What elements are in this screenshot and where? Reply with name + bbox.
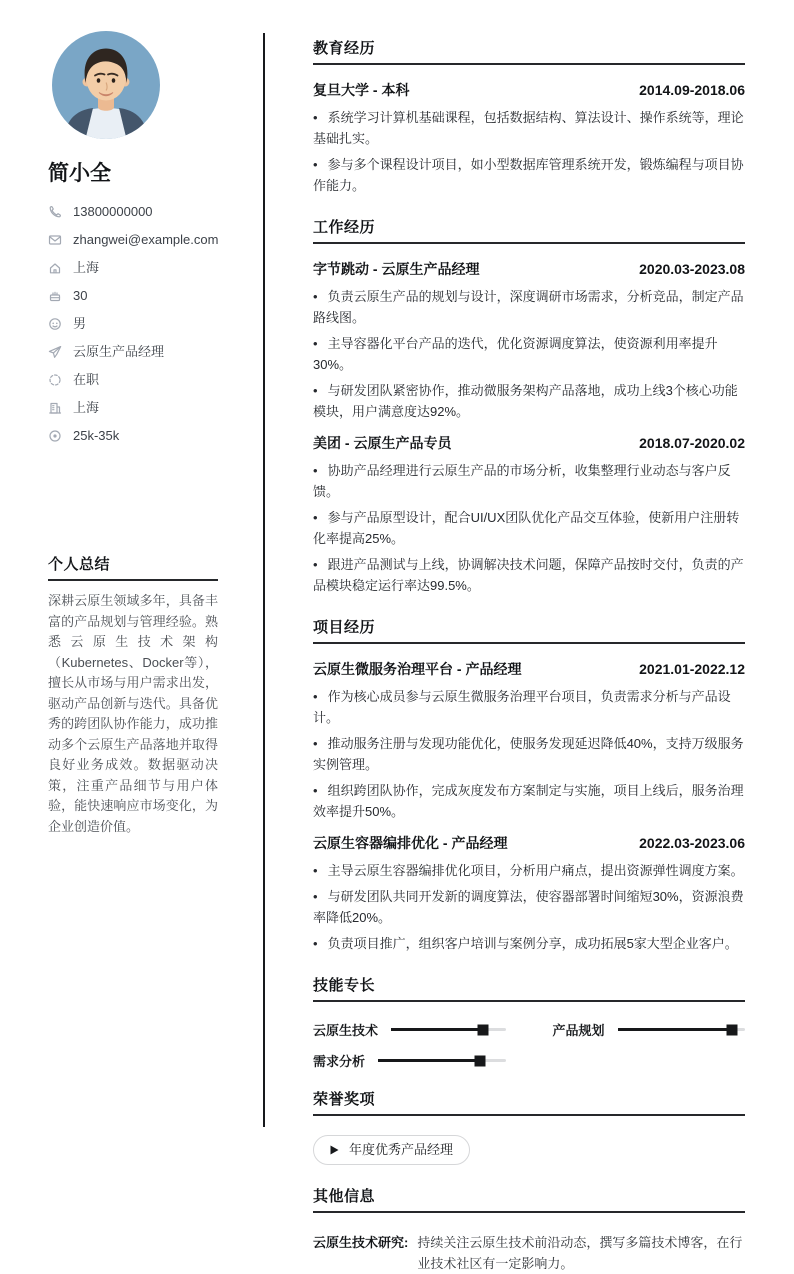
section-title: 工作经历 (313, 219, 745, 244)
vertical-divider (263, 33, 265, 1127)
entry-period: 2021.01-2022.12 (639, 661, 745, 677)
age-icon (48, 289, 62, 303)
skill-label: 需求分析 (313, 1054, 366, 1069)
gender-icon (48, 317, 62, 331)
skill-handle (477, 1024, 488, 1035)
section-work (313, 219, 745, 596)
contact-item-age (48, 287, 218, 304)
section-other (313, 1188, 745, 1274)
bullet-item: • 参与多个课程设计项目，如小型数据库管理系统开发，锻炼编程与项目协作能力。 (313, 154, 745, 196)
bullet-item: • 负责项目推广，组织客户培训与案例分享，成功拓展5家大型企业客户。 (313, 933, 745, 954)
skill-fill (391, 1028, 483, 1031)
main-column (313, 40, 745, 1274)
contact-value: 上海 (73, 400, 100, 415)
entry-period: 2014.09-2018.06 (639, 82, 745, 98)
contact-item-phone (48, 203, 218, 220)
contact-list (48, 203, 218, 444)
sidebar (48, 31, 218, 837)
summary-section (48, 556, 218, 837)
section-title: 技能专长 (313, 977, 745, 1002)
play-icon (330, 1145, 339, 1155)
project-entry (313, 661, 745, 822)
bullet-item: • 与研发团队共同开发新的调度算法，使容器部署时间缩短30%，资源浪费率降低20%。 (313, 886, 745, 928)
skill-slider (391, 1028, 505, 1031)
education-entry (313, 82, 745, 196)
salary-icon (48, 429, 62, 443)
award-label: 年度优秀产品经理 (349, 1142, 454, 1157)
summary-text: 深耕云原生领域多年，具备丰富的产品规划与管理经验。熟悉云原生技术架构（Kubernetes、Docker等），擅长从市场与用户需求出发，驱动产品创新与迭代。具备优秀的跨团队协作能力，成功推动多个云原生产品落地并取得良好业务成效。数据驱动决策，注重产品细节与用户体验，能快速响应市场变化，为企业创造价值。 (48, 593, 218, 834)
contact-item-company-city (48, 399, 218, 416)
section-education (313, 40, 745, 196)
skill-item (313, 1053, 506, 1068)
section-skills (313, 977, 745, 1068)
entry-head (313, 82, 745, 98)
other-info-text: 持续关注云原生技术前沿动态，撰写多篇技术博客，在行业技术社区有一定影响力。 (417, 1235, 743, 1271)
entry-period: 2020.03-2023.08 (639, 261, 745, 277)
entry-head (313, 261, 745, 277)
section-title: 教育经历 (313, 40, 745, 65)
contact-value: 在职 (73, 372, 100, 387)
contact-item-job-intent (48, 343, 218, 360)
skill-slider (618, 1028, 745, 1031)
work-entry (313, 435, 745, 596)
building-icon (48, 401, 62, 415)
bullet-item: • 推动服务注册与发现功能优化，使服务发现延迟降低40%，支持万级服务实例管理。 (313, 733, 745, 775)
bullet-item: • 组织跨团队协作，完成灰度发布方案制定与实施，项目上线后，服务治理效率提升50%。 (313, 780, 745, 822)
bullet-item: • 主导云原生容器编排优化项目，分析用户痛点，提出资源弹性调度方案。 (313, 860, 745, 881)
home-icon (48, 261, 62, 275)
contact-value: 30 (73, 288, 88, 303)
entry-period: 2018.07-2020.02 (639, 435, 745, 451)
contact-item-gender (48, 315, 218, 332)
skills-grid (313, 1019, 745, 1068)
section-honors (313, 1091, 745, 1165)
person-name: 简小全 (48, 162, 111, 185)
project-entry (313, 835, 745, 954)
paper-plane-icon (48, 345, 62, 359)
contact-value: 男 (73, 316, 87, 331)
contact-value: 13800000000 (73, 204, 153, 219)
skill-fill (618, 1028, 733, 1031)
skill-handle (727, 1024, 738, 1035)
contact-item-status (48, 371, 218, 388)
bullet-item: • 参与产品原型设计，配合UI/UX团队优化产品交互体验，使新用户注册转化率提高25%。 (313, 507, 745, 549)
contact-value: 25k-35k (73, 428, 120, 443)
section-title: 项目经历 (313, 619, 745, 644)
award-badge (313, 1135, 470, 1165)
entry-head (313, 435, 745, 451)
skill-slider (378, 1059, 505, 1062)
work-entry (313, 261, 745, 422)
contact-item-email (48, 231, 218, 248)
entry-title: 复旦大学 - 本科 (313, 82, 410, 98)
bullet-item: • 协助产品经理进行云原生产品的市场分析，收集整理行业动态与客户反馈。 (313, 460, 745, 502)
email-icon (48, 233, 62, 247)
bullet-item: • 负责云原生产品的规划与设计，深度调研市场需求，分析竞品，制定产品路线图。 (313, 286, 745, 328)
bullet-item: • 作为核心成员参与云原生微服务治理平台项目，负责需求分析与产品设计。 (313, 686, 745, 728)
summary-title: 个人总结 (48, 556, 218, 581)
entry-head (313, 835, 745, 851)
section-title: 其他信息 (313, 1188, 745, 1213)
avatar (52, 31, 160, 139)
contact-item-city (48, 259, 218, 276)
entry-title: 美团 - 云原生产品专员 (313, 435, 452, 451)
avatar-illustration (52, 31, 160, 139)
other-info-row (313, 1230, 745, 1274)
bullet-item: • 与研发团队紧密协作，推动微服务架构产品落地，成功上线3个核心功能模块，用户满意度达92%。 (313, 380, 745, 422)
contact-item-salary (48, 427, 218, 444)
skill-fill (378, 1059, 480, 1062)
contact-value: zhangwei@example.com (73, 232, 219, 247)
entry-title: 字节跳动 - 云原生产品经理 (313, 261, 480, 277)
entry-title: 云原生微服务治理平台 - 产品经理 (313, 661, 522, 677)
bullet-item: • 跟进产品测试与上线，协调解决技术问题，保障产品按时交付，负责的产品模块稳定运行率达99.5%。 (313, 554, 745, 596)
skill-handle (475, 1055, 486, 1066)
skill-label: 云原生技术 (313, 1023, 379, 1038)
status-icon (48, 373, 62, 387)
contact-value: 上海 (73, 260, 100, 275)
entry-title: 云原生容器编排优化 - 产品经理 (313, 835, 508, 851)
skill-item (313, 1022, 506, 1037)
phone-icon (48, 205, 62, 219)
bullet-item: • 系统学习计算机基础课程，包括数据结构、算法设计、操作系统等，理论基础扎实。 (313, 107, 745, 149)
entry-head (313, 661, 745, 677)
entry-period: 2022.03-2023.06 (639, 835, 745, 851)
section-projects (313, 619, 745, 954)
contact-value: 云原生产品经理 (73, 344, 165, 359)
bullet-item: • 主导容器化平台产品的迭代，优化资源调度算法，使资源利用率提升30%。 (313, 333, 745, 375)
section-title: 荣誉奖项 (313, 1091, 745, 1116)
skill-label: 产品规划 (552, 1023, 605, 1038)
skill-item (553, 1022, 746, 1037)
other-info-label: 云原生技术研究: (313, 1235, 409, 1250)
